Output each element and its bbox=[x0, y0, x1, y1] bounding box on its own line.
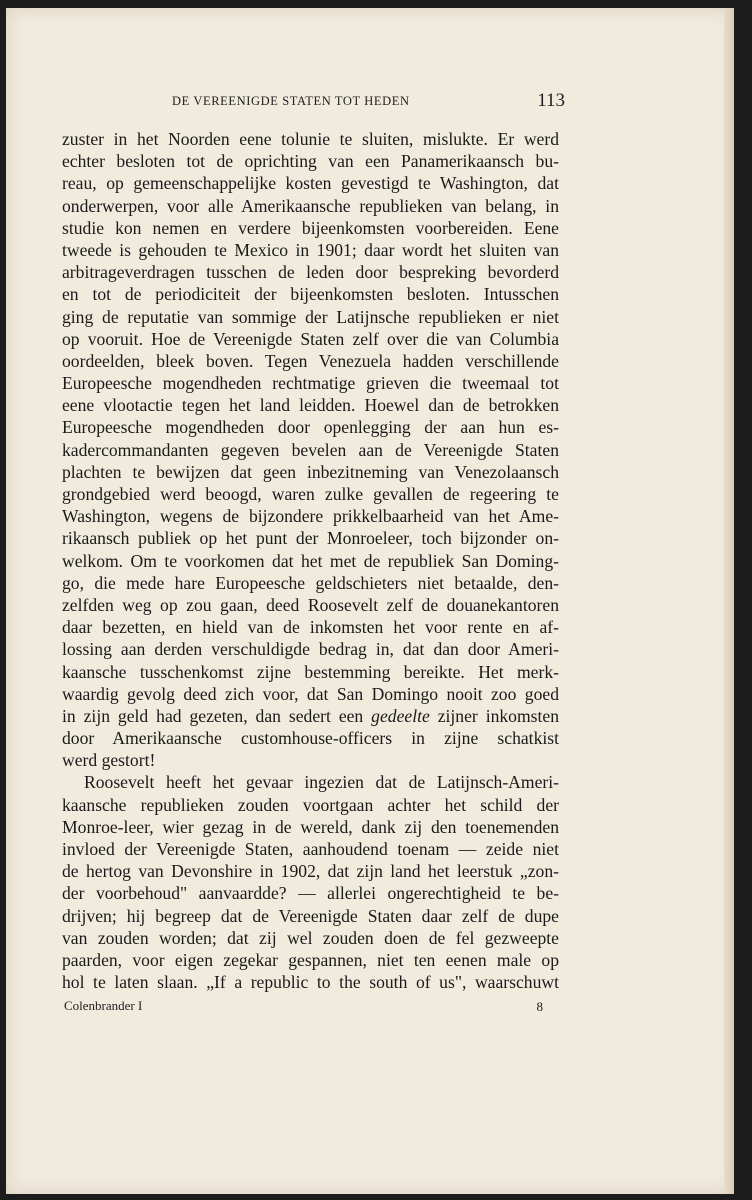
text-line: oordeelden, bleek boven. Tegen Venezuela hadden verschillende bbox=[62, 350, 559, 371]
text-line: drijven; hij begreep dat de Vereenigde Staten daar zelf de dupe bbox=[62, 905, 559, 926]
text-line: op vooruit. Hoe de Vereenigde Staten zelf over die van Columbia bbox=[62, 328, 559, 349]
text-line: lossing aan derden verschuldigde bedrag in, dat dan door Ameri- bbox=[62, 639, 559, 660]
emphasized-word: gedeelte bbox=[371, 705, 430, 726]
running-title: DE VEREENIGDE STATEN TOT HEDEN bbox=[172, 94, 410, 108]
signature-mark: Colenbrander I bbox=[64, 998, 143, 1013]
text-line: kaansche republieken zouden voortgaan achter het schild der bbox=[62, 794, 559, 815]
text-line: Monroe-leer, wier gezag in de wereld, dank zij den toenemenden bbox=[62, 816, 559, 837]
text-run: zijner inkomsten bbox=[429, 705, 560, 726]
text-line: rikaansch publiek op het punt der Monroeleer, toch bijzonder on- bbox=[62, 528, 559, 549]
text-line: en tot de periodiciteit der bijeenkomsten besloten. Intusschen bbox=[62, 284, 559, 305]
page-footer bbox=[62, 998, 559, 1018]
text-line: kaansche tusschenkomst zijne bestemming bereikte. Het merk- bbox=[62, 661, 559, 682]
text-line: de hertog van Devonshire in 1902, dat zijn land het leerstuk „zon- bbox=[62, 861, 559, 882]
text-run: in zijn geld had gezeten, dan sedert een bbox=[62, 705, 372, 726]
text-line: werd gestort! bbox=[62, 750, 156, 771]
text-line: paarden, voor eigen zegekar gespannen, niet ten eenen male op bbox=[62, 949, 559, 970]
text-line: tweede is gehouden te Mexico in 1901; daar wordt het sluiten van bbox=[62, 239, 559, 260]
text-line: plachten te bewijzen dat geen inbezitneming van Venezolaansch bbox=[62, 461, 559, 482]
text-line bbox=[62, 705, 559, 727]
sheet-number: 8 bbox=[536, 999, 543, 1014]
text-line: onderwerpen, voor alle Amerikaansche republieken van belang, in bbox=[62, 195, 559, 216]
text-line: zelfden weg op zou gaan, deed Roosevelt zelf de douanekantoren bbox=[62, 594, 559, 615]
text-line: van zouden worden; dat zij wel zouden doen de fel gezweepte bbox=[62, 927, 559, 948]
text-line: welkom. Om te voorkomen dat het met de republiek San Doming- bbox=[62, 550, 559, 571]
text-line: invloed der Vereenigde Staten, aanhoudend toenam — zeide niet bbox=[62, 839, 559, 859]
text-line: Europeesche mogendheden rechtmatige grieven die tweemaal tot bbox=[62, 373, 559, 394]
text-line: Roosevelt heeft het gevaar ingezien dat de Latijnsch-Ameri- bbox=[84, 772, 559, 793]
text-line: studie kon nemen en verdere bijeenkomsten voorbereiden. Eene bbox=[62, 217, 559, 238]
text-line: ging de reputatie van sommige der Latijnsche republieken er niet bbox=[62, 306, 559, 327]
page-number: 113 bbox=[537, 90, 565, 111]
text-line: waardig gevolg deed zich voor, dat San Domingo nooit zoo goed bbox=[62, 683, 559, 704]
text-line: echter besloten tot de oprichting van een Panamerikaansch bu- bbox=[62, 151, 559, 172]
text-line: hol te laten slaan. „If a republic to the south of us", waarschuwt bbox=[62, 972, 559, 993]
text-line: reau, op gemeenschappelijke kosten gevestigd te Washington, dat bbox=[62, 173, 559, 194]
text-line: Europeesche mogendheden door openlegging der aan hun es- bbox=[62, 417, 559, 438]
body-text bbox=[62, 128, 559, 993]
page-edge bbox=[724, 8, 734, 1194]
text-line: eene vlootactie tegen het land leidden. Hoewel dan de betrokken bbox=[62, 395, 559, 416]
text-line: grondgebied werd beoogd, waren zulke gevallen de regeering te bbox=[62, 484, 559, 504]
text-line: arbitrageverdragen tusschen de leden door bespreking bevorderd bbox=[62, 262, 559, 283]
text-line: go, die mede hare Europeesche geldschieters niet betaalde, den- bbox=[62, 572, 559, 593]
text-line: Washington, wegens de bijzondere prikkelbaarheid van het Ame- bbox=[62, 506, 559, 527]
text-line: zuster in het Noorden eene tolunie te sluiten, mislukte. Er werd bbox=[62, 129, 559, 149]
text-line: kadercommandanten gegeven bevelen aan de Vereenigde Staten bbox=[62, 439, 559, 460]
page-header bbox=[172, 90, 565, 116]
text-line: daar bezetten, en hield van de inkomsten het voor rente en af- bbox=[62, 617, 559, 638]
text-line: door Amerikaansche customhouse-officers in zijne schatkist bbox=[62, 728, 559, 749]
text-line: der voorbehoud" aanvaardde? — allerlei ongerechtigheid te be- bbox=[62, 883, 559, 904]
